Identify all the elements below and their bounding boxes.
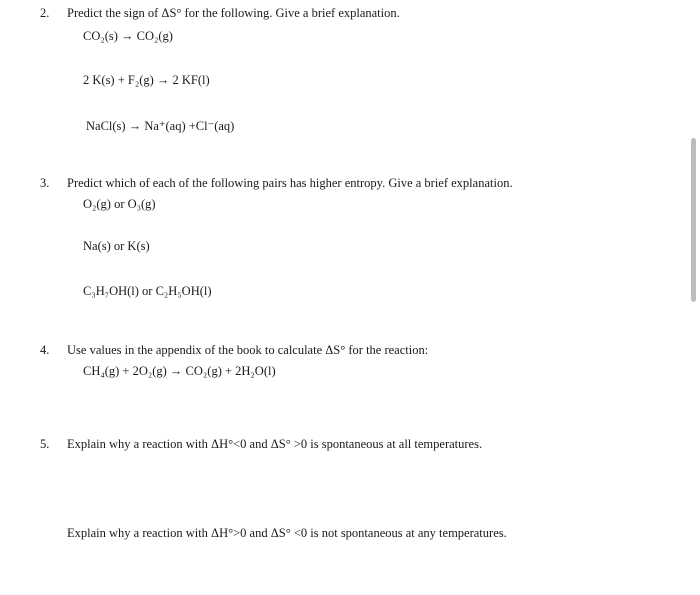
question-text: Predict the sign of ΔS° for the following. Give a brief explanation. — [67, 6, 400, 20]
vertical-scrollbar[interactable] — [691, 0, 696, 595]
question-5-followup: Explain why a reaction with ΔH°>0 and ΔS° <0 is not spontaneous at any temperatures. — [67, 526, 507, 540]
pair-sodium-potassium: Na(s) or K(s) — [83, 239, 150, 253]
pair-oxygen-ozone: O₂(g) or O₃(g) — [83, 197, 156, 211]
pair-propanol-ethanol: C₃H₇OH(l) or C₂H₅OH(l) — [83, 284, 212, 298]
question-text: Explain why a reaction with ΔH°<0 and ΔS° >0 is spontaneous at all temperatures. — [67, 437, 483, 451]
question-text: Use values in the appendix of the book to calculate ΔS° for the reaction: — [67, 343, 429, 357]
question-number: 4. — [40, 343, 50, 357]
equation-nacl-dissolution: NaCl(s) → Na⁺(aq) +Cl⁻(aq) — [86, 119, 235, 133]
question-number: 3. — [40, 176, 50, 190]
equation-methane-combustion: CH₄(g) + 2O₂(g) → CO₂(g) + 2H₂O(l) — [83, 364, 276, 378]
scrollbar-thumb[interactable] — [691, 138, 696, 302]
equation-co2-sublimation: CO₂(s) → CO₂(g) — [83, 29, 173, 43]
question-number: 2. — [40, 6, 50, 20]
equation-potassium-fluorine: 2 K(s) + F₂(g) → 2 KF(l) — [83, 73, 210, 87]
question-number: 5. — [40, 437, 50, 451]
question-text: Predict which of each of the following pairs has higher entropy. Give a brief explanation. — [67, 176, 513, 190]
